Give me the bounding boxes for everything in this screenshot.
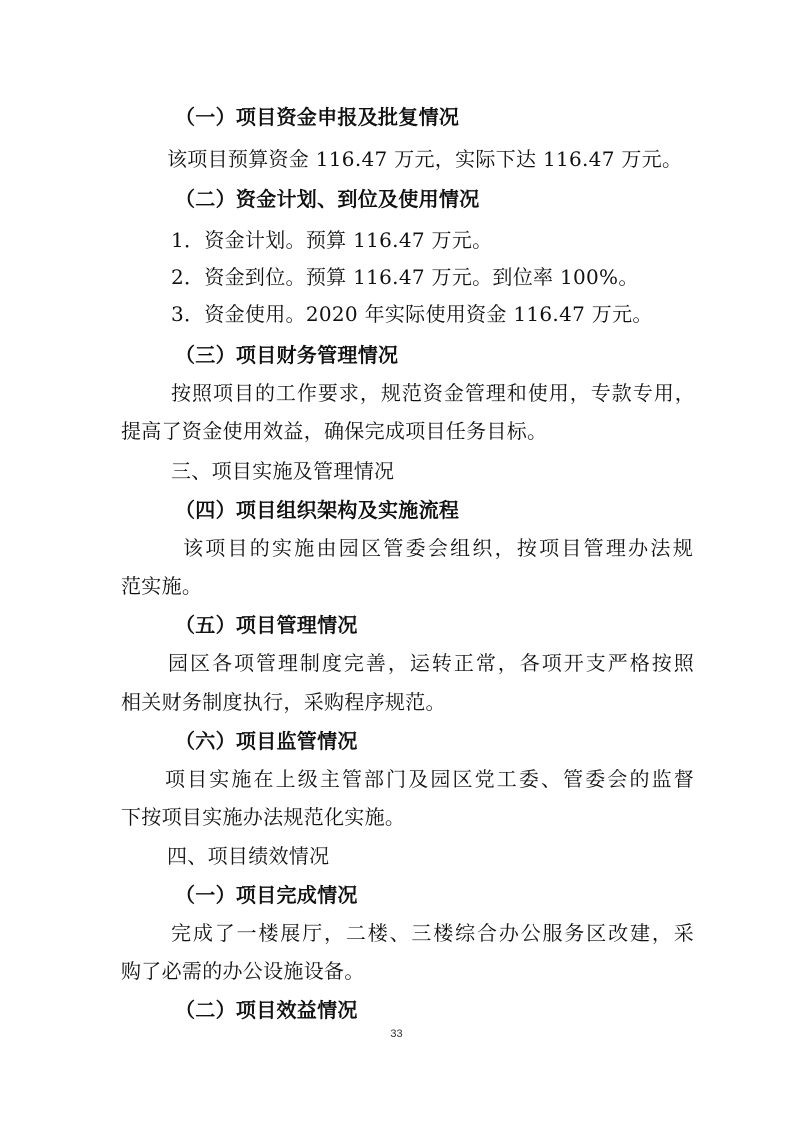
paragraph-line: 提高了资金使用效益，确保完成项目任务目标。 xyxy=(121,419,548,443)
paragraph-line: 下按项目实施办法规范化实施。 xyxy=(121,805,406,829)
paragraph-line: 范实施。 xyxy=(121,574,203,598)
section-heading-financial-management: （三）项目财务管理情况 xyxy=(175,343,399,367)
section-heading-funding-application: （一）项目资金申报及批复情况 xyxy=(175,105,460,129)
paragraph-line: 按照项目的工作要求，规范资金管理和使用，专款专用， xyxy=(171,381,695,405)
chapter-heading-implementation: 三、项目实施及管理情况 xyxy=(171,459,395,483)
paragraph-line: 项目实施在上级主管部门及园区党工委、管委会的监督 xyxy=(165,767,694,791)
paragraph-line: 园区各项管理制度完善，运转正常，各项开支严格按照 xyxy=(168,651,694,675)
section-heading-organization: （四）项目组织架构及实施流程 xyxy=(175,498,460,522)
paragraph-line: 购了必需的办公设施设备。 xyxy=(121,959,365,983)
section-heading-project-management: （五）项目管理情况 xyxy=(175,613,358,637)
section-heading-benefits: （二）项目效益情况 xyxy=(175,998,358,1022)
list-item-funding-usage: 3．资金使用。2020 年实际使用资金 116.47 万元。 xyxy=(171,302,653,326)
paragraph-line: 该项目的实施由园区管委会组织，按项目管理办法规 xyxy=(183,536,693,560)
chapter-heading-performance: 四、项目绩效情况 xyxy=(167,844,330,868)
list-item-funding-plan: 1．资金计划。预算 116.47 万元。 xyxy=(171,228,493,252)
section-heading-funding-plan: （二）资金计划、到位及使用情况 xyxy=(175,187,480,211)
paragraph-line: 完成了一楼展厅，二楼、三楼综合办公服务区改建，采 xyxy=(171,921,694,945)
page-number: 33 xyxy=(390,1028,403,1040)
paragraph-line: 该项目预算资金 116.47 万元，实际下达 116.47 万元。 xyxy=(167,147,683,171)
section-heading-completion: （一）项目完成情况 xyxy=(175,883,358,907)
section-heading-supervision: （六）项目监管情况 xyxy=(175,729,358,753)
list-item-funding-arrival: 2．资金到位。预算 116.47 万元。到位率 100%。 xyxy=(171,265,639,289)
paragraph-line: 相关财务制度执行，采购程序规范。 xyxy=(121,690,446,714)
